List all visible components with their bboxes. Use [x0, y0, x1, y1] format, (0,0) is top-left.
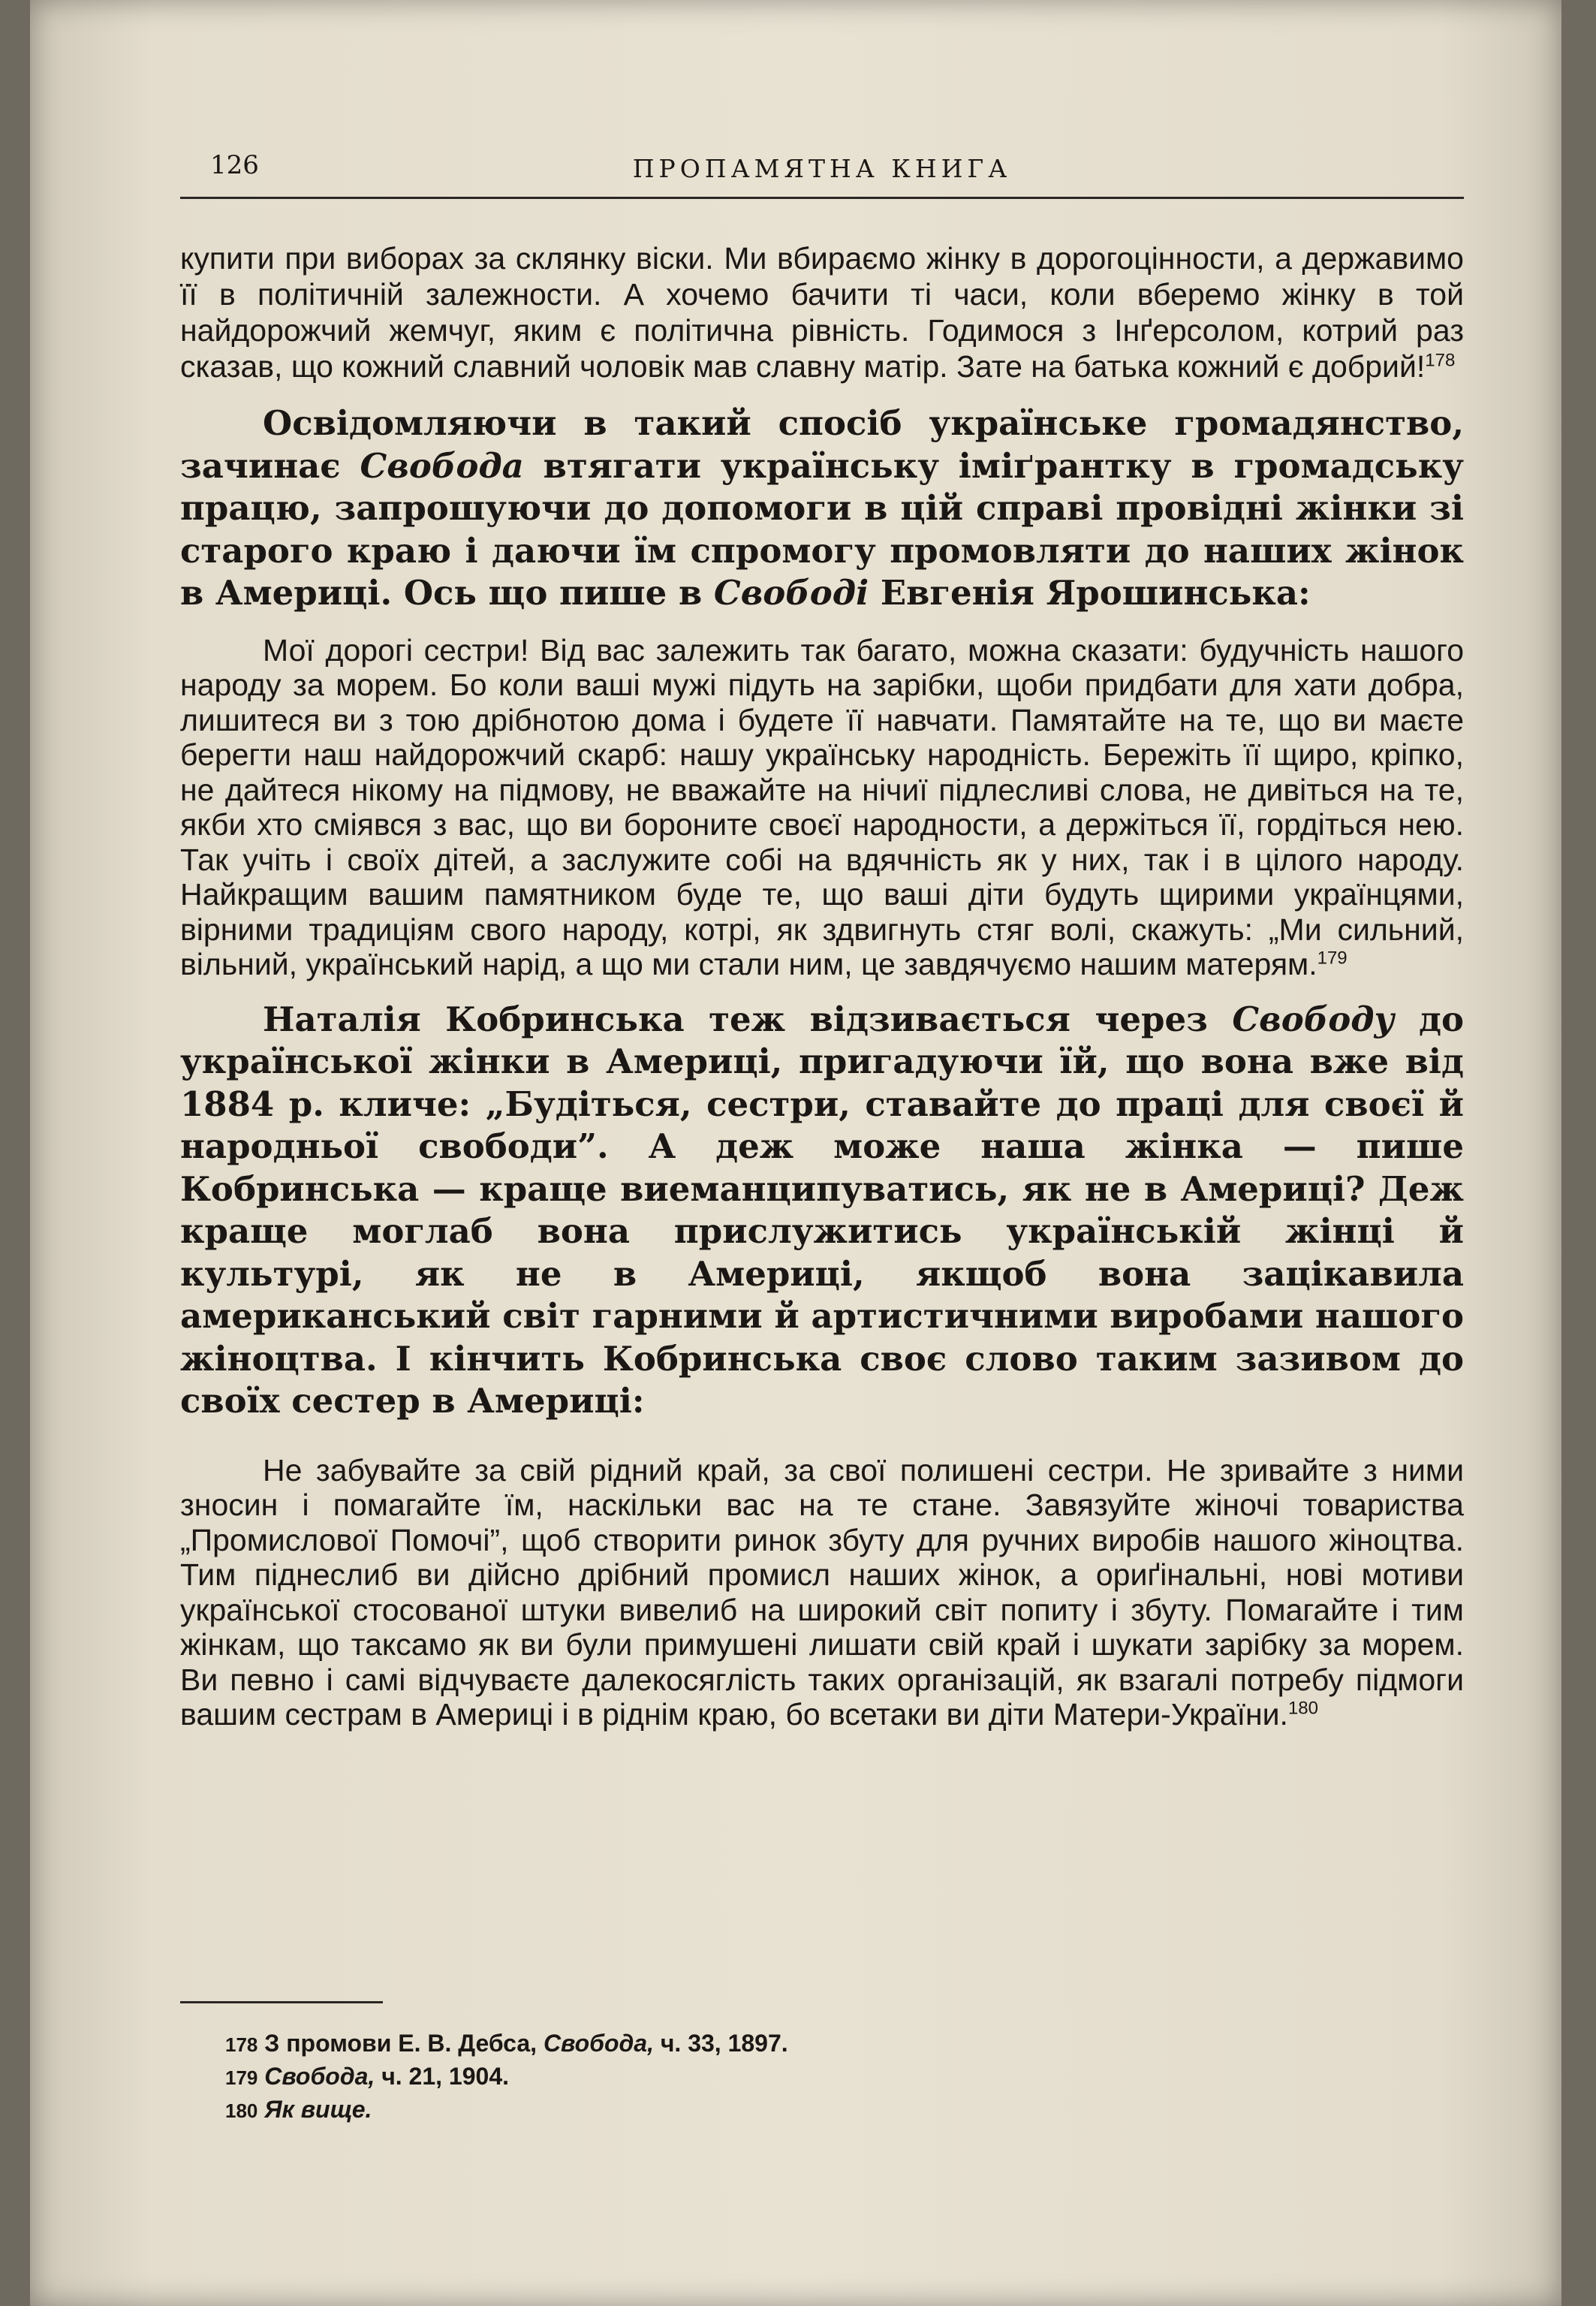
paragraph-2-italic-b: Свободі: [713, 573, 869, 613]
paragraph-2-text-e: Евгенія Ярошинська:: [869, 573, 1311, 613]
footnote-180: [225, 2093, 1351, 2127]
footnote-italic: Свобода,: [264, 2063, 375, 2090]
page-body: [180, 240, 1464, 1732]
footnote-rule: [180, 2001, 383, 2003]
page-header: [180, 146, 1464, 199]
paragraph-2-text-a: Освідомляючи в такий спосіб українське громадянство, зачинає: [180, 403, 1464, 486]
book-page: [30, 0, 1561, 2306]
paragraph-3-italic: Свободу: [1232, 999, 1395, 1039]
footnotes: [225, 2027, 1351, 2127]
footnote-text: ч. 21, 1904.: [375, 2063, 509, 2090]
footnote-italic: Свобода,: [543, 2030, 654, 2057]
paragraph-3-text-a: Наталія Кобринська теж відзивається через: [263, 999, 1233, 1039]
paragraph-2-italic-a: Свобода: [360, 445, 524, 486]
paragraph-3-text-c: до української жінки в Америці, пригадуючи їй, що вона вже від 1884 р. кличе: „Будіться, сестри, ставайте до праці для своєї й народньої свободи”. А деж може наша жінка — пише Кобринська — краще виеманципуватись, як не в Америці? Деж краще моглаб вона прислужитись українській жінці й культурі, як не в Америці, якщоб вона зацікавила американський світ гарними й артистичними виробами нашого жіноцтва. І кінчить Кобринська своє слово таким зазивом до своїх сестер в Америці:: [180, 999, 1464, 1421]
footnote-178: [225, 2027, 1351, 2060]
paragraph-3: [180, 999, 1464, 1423]
footnote-ref-178: 178: [1425, 350, 1456, 371]
footnote-179: [225, 2060, 1351, 2093]
paragraph-2: [180, 402, 1464, 615]
quote-1: [180, 633, 1464, 982]
footnote-text: З промови Е. В. Дебса,: [257, 2030, 544, 2057]
footnote-text: [257, 2063, 264, 2090]
page-number: 126: [210, 150, 259, 180]
running-title: ПРОПАМЯТНА КНИГА: [632, 154, 1012, 183]
footnote-number: 180: [225, 2100, 258, 2122]
footnote-number: 179: [225, 2066, 258, 2089]
footnote-text: [257, 2096, 264, 2123]
quote-2: [180, 1453, 1464, 1732]
paragraph-1-text: купити при виборах за склянку віски. Ми вбираємо жінку в дорогоцінности, а державимо її в політичній залежности. А хочемо бачити ті часи, коли вбеpемо жінку в той найдорожчий жемчуг, яким є політична рівність. Годимося з Інґерсолом, котрий раз сказав, що кожний славний чоловік мав славну матір. Зате на батька кожний є добрий!: [180, 241, 1464, 384]
quote-2-text: Не забувайте за свій рідний край, за свої полишені сестри. Не зривайте з ними зносин і помагайте їм, наскільки вас на те стане. Завязуйте жіночі товариства „Промислової Помочі”, щоб створити ринок збуту для ручних виробів нашого жіноцтва. Тим піднеслиб ви дійсно дрібний промисл наших жінок, а ориґінальні, нові мотиви української стосованої штуки вивелиб на широкий світ попиту і збуту. Помагайте і тим жінкам, що таксамо як ви були примушені лишати свій край і шукати зарібку за морем. Ви певно і самі відчуваєте далекосяглість таких організацій, як взагалі потребу підмоги вашим сестрам в Америці і в ріднім краю, бо всетаки ви діти Матери-України.: [180, 1452, 1464, 1732]
paragraph-1: [180, 240, 1464, 384]
footnote-number: 178: [225, 2033, 258, 2056]
paragraph-2-text-c: втягати українську іміґрантку в громадську працю, запрошуючи до допомоги в цій справі провідні жінки зі старого краю і даючи їм спромогу промовляти до наших жінок в Америці. Ось що пише в: [180, 445, 1464, 613]
header-rule: [180, 197, 1464, 199]
footnote-text: ч. 33, 1897.: [653, 2030, 788, 2057]
footnote-ref-179: 179: [1317, 948, 1348, 969]
quote-1-text: Мої дорогі сестри! Від вас залежить так багато, можна сказати: будучність нашого народу за морем. Бо коли ваші мужі підуть на зарібки, щоби придбати для хати добра, лишитеся ви з тою дрібнотою дома і будете її навчати. Памятайте на те, що ви маєте берегти наш найдорожчий скарб: нашу українську народність. Бережіть її щиро, кріпко, не дайтеся нікому на підмову, не вважайте на нічиї підлесливі слова, не дивіться на те, якби хто сміявся з вас, що ви бороните своєї народности, а держіться її, гордіться нею. Так учіть і своїх дітей, а заслужите собі на вдячність як у них, так і в цілого народу. Найкращим вашим памятником буде те, що ваші діти будуть щирими українцями, вірними традиціям свого народу, котрі, як здвигнуть стяг волі, скажуть: „Ми сильний, вільний, український нарід, а що ми стали ним, це завдячуємо нашим матерям.: [180, 632, 1464, 981]
footnote-italic: Як вище.: [264, 2096, 372, 2123]
footnote-ref-180: 180: [1287, 1698, 1318, 1719]
